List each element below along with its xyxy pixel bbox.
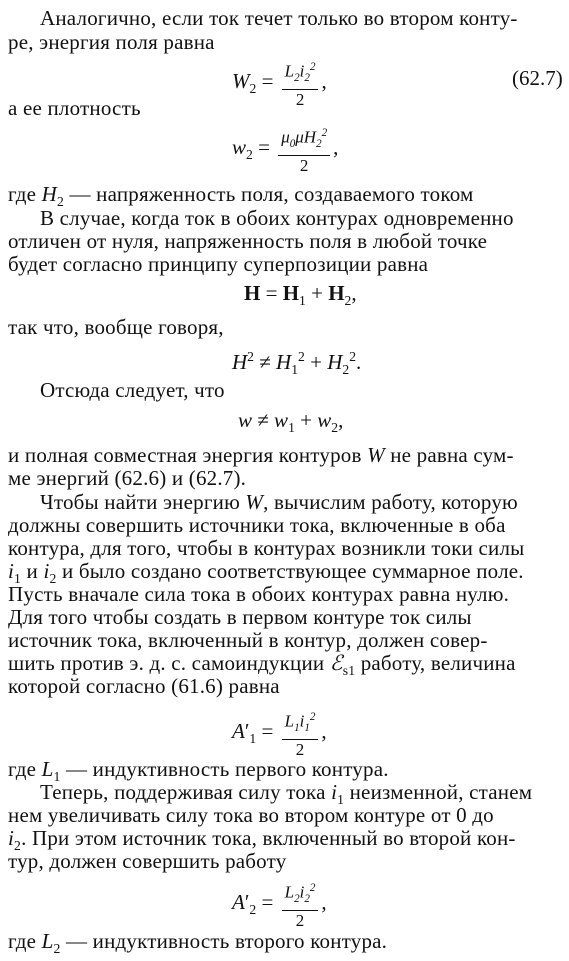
equation-w-inequality: $w \ne w_1 + w_2$, (238, 408, 344, 436)
text-line: Отсюда следует, что (40, 378, 225, 402)
text-line: контура, для того, чтобы в контурах возникли токи силы (8, 536, 525, 560)
text-line: так что, вообще говоря, (8, 315, 224, 339)
text-line: которой согласно (61.6) равна (8, 674, 280, 698)
text-line: В случае, когда ток в обоих контурах одновременно (40, 206, 514, 230)
equation-density: $w_2$ = $\frac{\mu_0\mu H_2^2}{2}$ , (232, 122, 338, 176)
equation-superposition: $H = H_1 + H_2$, (244, 281, 357, 309)
text-line: ме энергий (62.6) и (62.7). (8, 466, 247, 490)
text-line: будет согласно принципу суперпозиции равна (8, 252, 429, 276)
text-line: Пусть вначале сила тока в обоих контурах равна нулю. (8, 582, 510, 606)
text-line: где $L_1$ — индуктивность первого контура. (8, 757, 389, 785)
text-line: Теперь, поддерживая силу тока $i_1$ неизменной, станем (40, 780, 533, 808)
text-line: шить против э. д. с. самоиндукции ℰ$_{s1}$ работу, величина (8, 651, 516, 679)
text-line: $i_1$ и $i_2$ и было создано соответствующее суммарное поле. (8, 559, 524, 587)
equation-w2: $W_2$ = $\frac{L_2i_2^2}{2}$ , (232, 56, 327, 110)
text-line: где $L_2$ — индуктивность второго контура. (8, 929, 388, 957)
text-line: Чтобы найти энергию W, вычислим работу, которую (40, 490, 518, 514)
text-line: Аналогично, если ток течет только во втором конту- (40, 6, 518, 30)
equation-number: (62.7) (512, 66, 563, 90)
text-line: тур, должен совершить работу (8, 849, 287, 873)
text-line: нем увеличивать силу тока во втором контуре от 0 до (8, 803, 494, 827)
text-line: отличен от нуля, напряженность поля в любой точке (8, 229, 488, 253)
text-line: источник тока, включенный в контур, должен совер- (8, 628, 488, 652)
text-line: должны совершить источники тока, включенные в оба (8, 513, 506, 537)
text-line: где $H_2$ — напряженность поля, создаваемого током (8, 182, 474, 210)
equation-a1: $A'_1$ = $\frac{L_1i_1^2}{2}$ , (232, 706, 327, 760)
text-line: а ее плотность (8, 96, 141, 120)
text-line: $i_2$. При этом источник тока, включенный во второй кон- (8, 826, 516, 854)
text-line: ре, энергия поля равна (8, 30, 215, 54)
equation-h-inequality: $H^2 \ne H_1^2 + H_2^2$. (232, 349, 362, 378)
text-line: Для того чтобы создать в первом контуре ток силы (8, 605, 472, 629)
text-line: и полная совместная энергия контуров W не равна сум- (8, 443, 514, 467)
equation-a2: $A'_2$ = $\frac{L_2i_2^2}{2}$ , (232, 877, 327, 931)
